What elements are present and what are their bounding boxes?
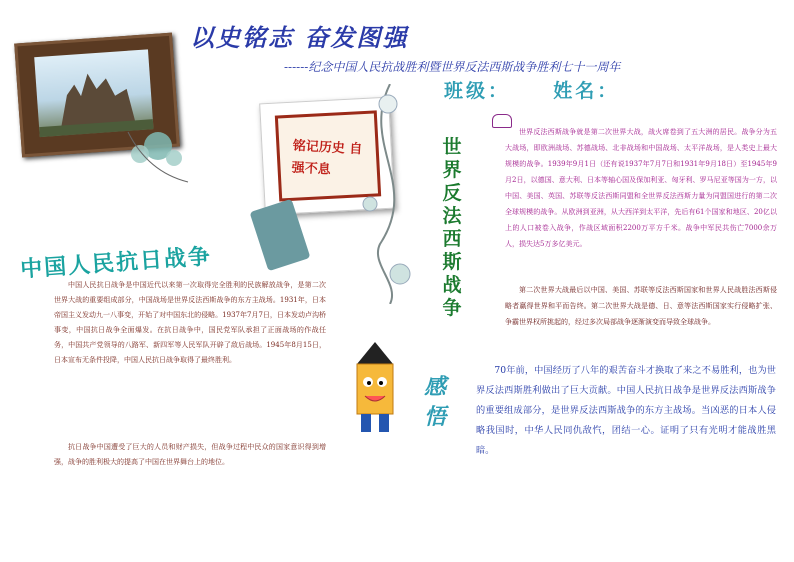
left-heading: 中国人民抗日战争 <box>19 244 213 283</box>
page-subtitle: ------纪念中国人民抗战胜利暨世界反法西斯战争胜利七十一周年 <box>284 60 621 74</box>
thanks-text: 感悟 <box>424 374 447 430</box>
left-paragraph-2: 抗日战争中国遭受了巨大的人员和财产损失，但战争过程中民众的国家意识得到增强，战争的胜利极大的提高了中国在世界舞台上的地位。 <box>54 443 326 466</box>
class-label: 班级： <box>444 80 511 102</box>
flower-decoration-icon <box>118 112 198 192</box>
world-war-vertical-heading: 世界反法西斯战争 <box>442 136 462 319</box>
right-paragraph-2: 第二次世界大战最后以中国、美国、苏联等反法西斯国家和世界人民战胜法西斯侵略者赢得世界和平而告终。第二次世界大战是德、日、意等法西斯国家实行侵略扩张、争霸世界权所挑起的，经过多次局部战争逐渐演变而导致全球战争。 <box>505 286 777 326</box>
pencil-cartoon-icon <box>345 342 405 442</box>
class-name-line <box>444 76 619 103</box>
vine-decoration-icon <box>350 84 430 304</box>
page-title: 以史铭志 奋发图强 <box>190 24 409 52</box>
calligraphy-text: 铭记历史 自强不息 <box>291 138 363 178</box>
left-paragraph-1: 中国人民抗日战争是中国近代以来第一次取得完全胜利的民族解放战争，是第二次世界大战的重要组成部分，中国战场是世界反法西斯战争的东方主战场。1931年，日本帝国主义发动九一八事变，开始了对中国东北的侵略。1937年7月7日，日本发动卢沟桥事变，中国抗日战争全面爆发。在抗日战争中，国民党军队承担了正面战场的作战任务，中国共产党领导的八路军、新四军等人民军队开辟了敌后战场。1945年8月15日，日本宣布无条件投降，中国人民抗日战争取得了最终胜利。 <box>54 281 326 364</box>
right-paragraph-3: 70年前，中国经历了八年的艰苦奋斗才换取了来之不易胜利，也为世界反法西斯胜利做出了巨大贡献。中国人民抗日战争是世界反法西斯战争的重要组成部分，是世界反法西斯战争的东方主战场。当凶恶的日本人侵略我国时，中华人民同仇敌忾，团结一心。证明了只有光明才能战胜黑暗。 <box>476 365 776 456</box>
name-label: 姓名： <box>553 80 620 102</box>
right-paragraph-1: 世界反法西斯战争就是第二次世界大战，战火席卷到了五大洲的居民。战争分为五大战场，即欧洲战场、苏德战场、北非战场和中国战场、太平洋战场，是人类史上最大规模的战争。1939年9月1日（还有说1937年7月7日和1931年9月18日）至1945年9月2日，以德国、意大利、日本等轴心国及保加利亚、匈牙利、罗马尼亚等国为一方，以中国、美国、英国、苏联等反法西斯同盟和全世界反法西斯力量为同盟国进行的第二次全球规模的战争。从欧洲到亚洲，从大西洋到太平洋，先后有61个国家和地区、20亿以上的人口被卷入战争，作战区域面积2200万平方千米。战争中军民共伤亡7000余万人，损失达5万多亿美元。 <box>505 128 777 248</box>
